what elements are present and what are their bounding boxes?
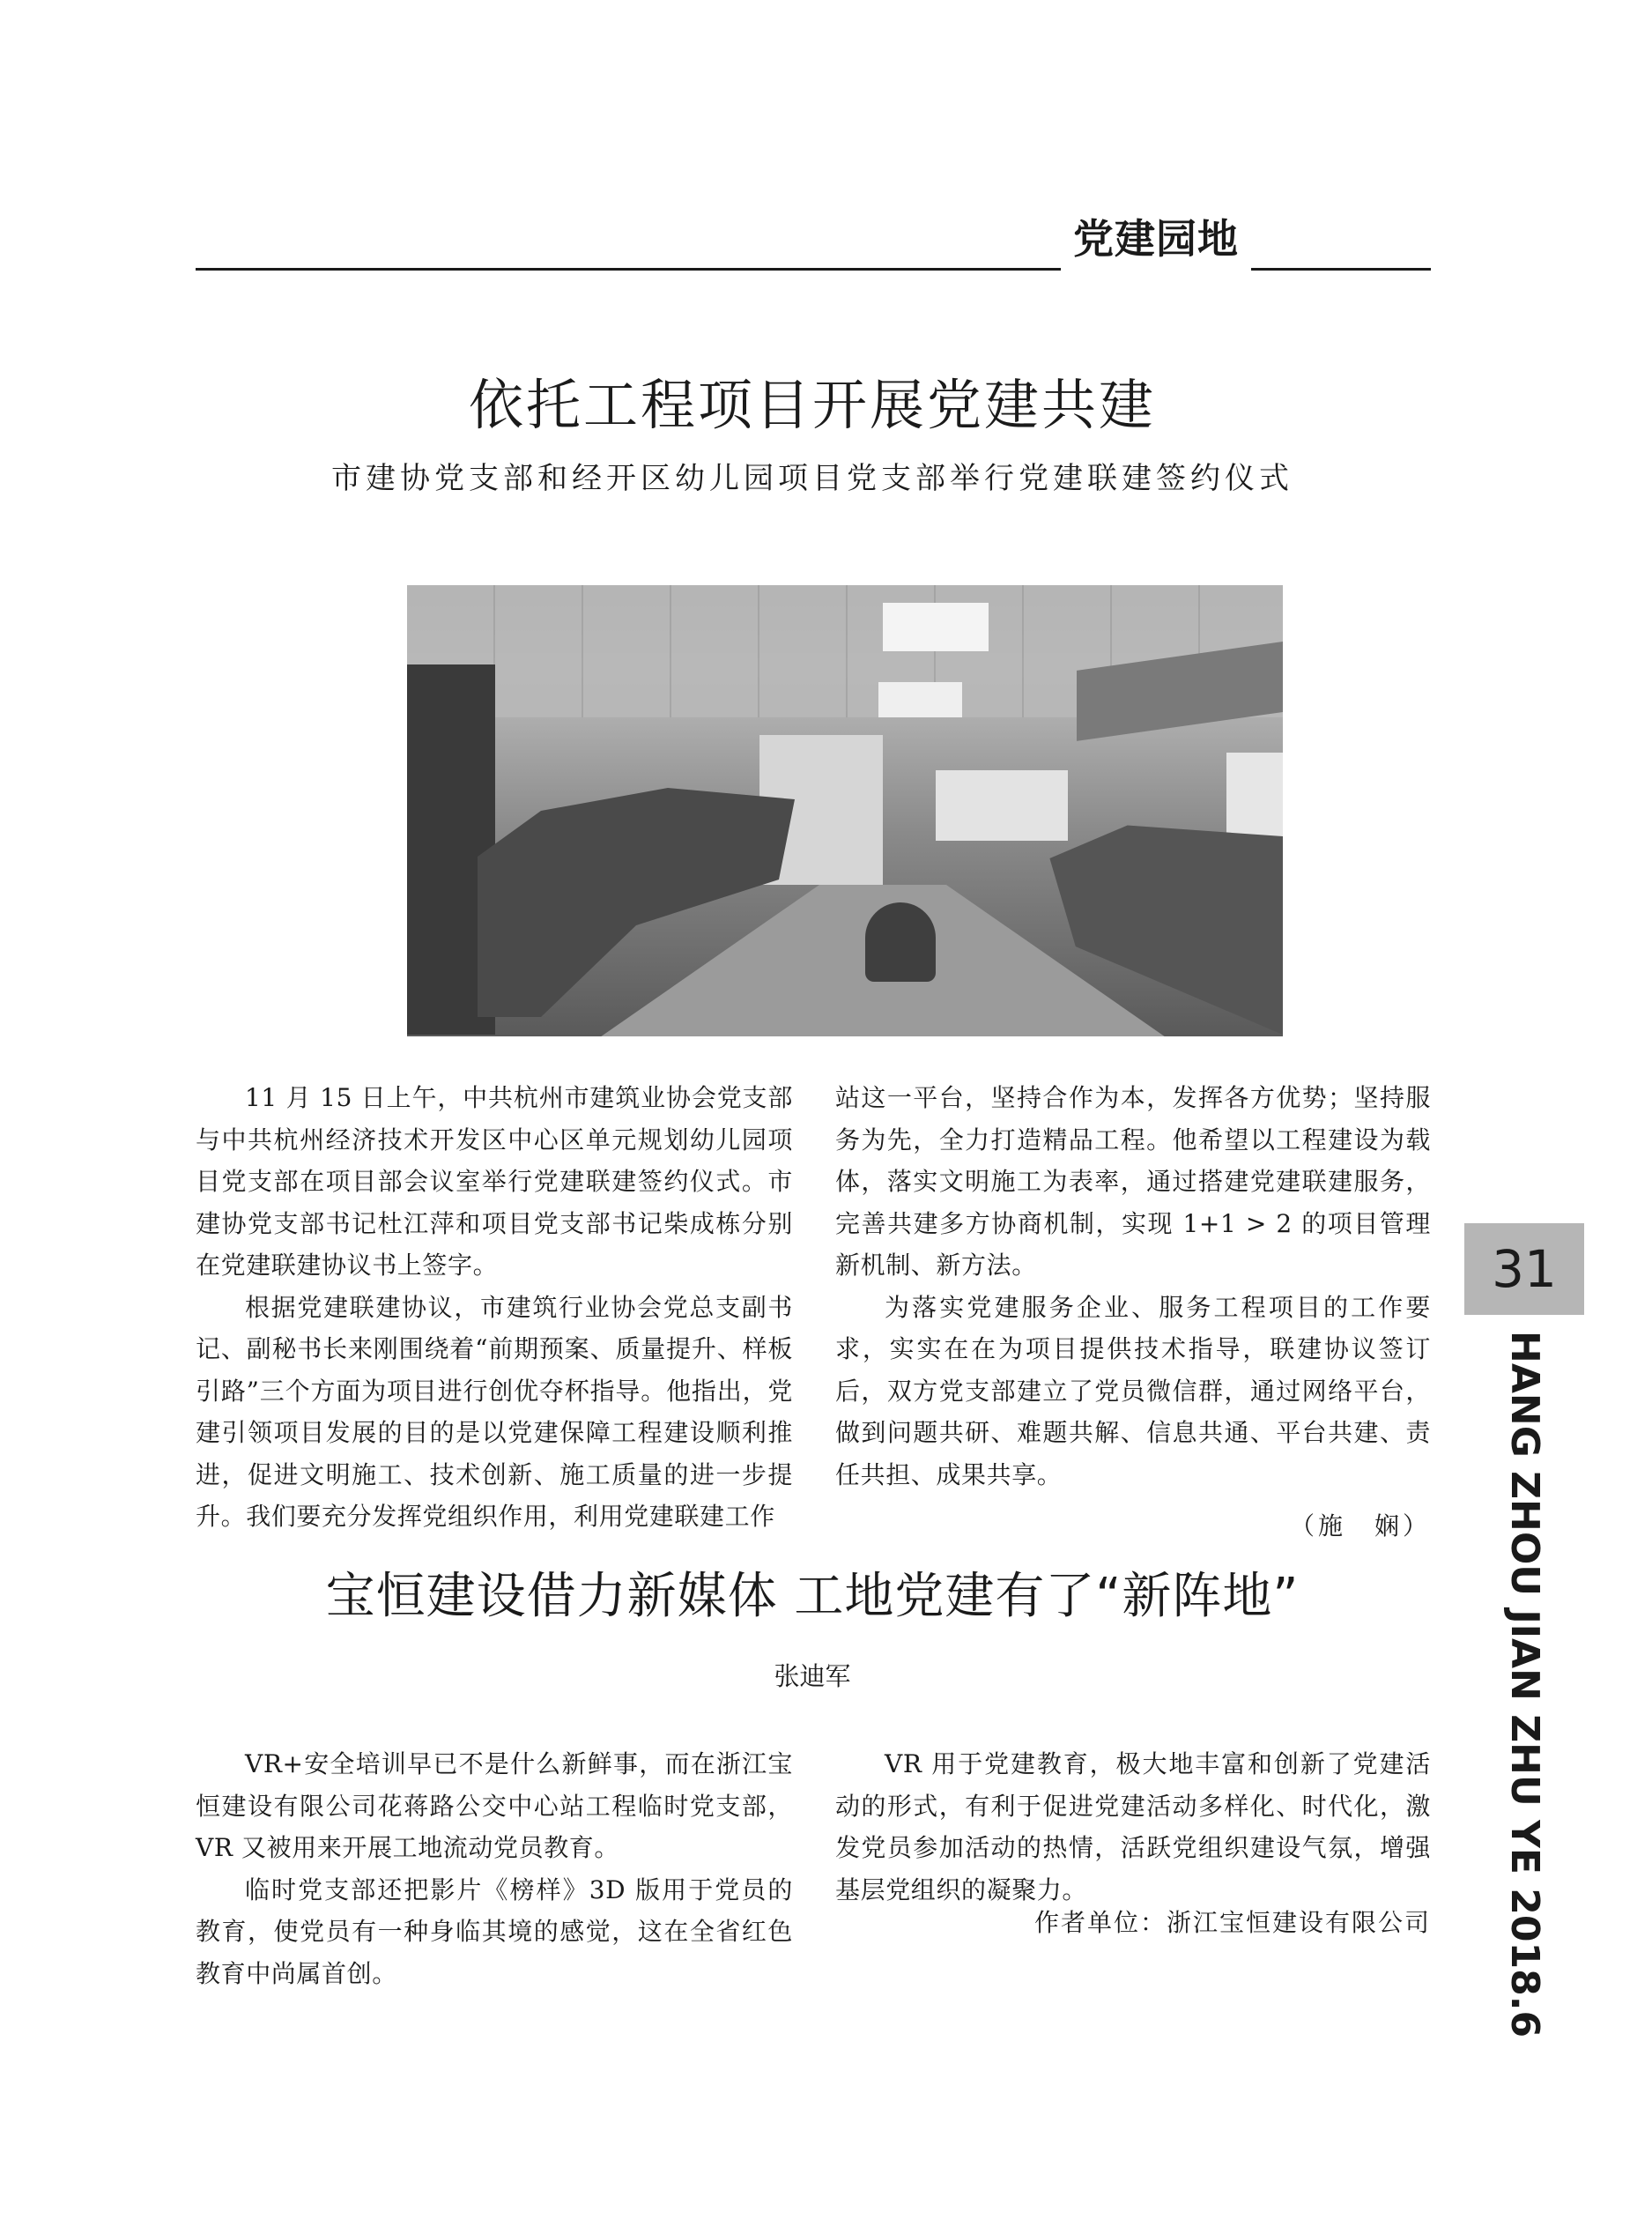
article1-paragraph: 为落实党建服务企业、服务工程项目的工作要求，实实在在为项目提供技术指导，联建协议签订后，双方党支部建立了党员微信群，通过网络平台，做到问题共研、难题共解、信息共通、平台共建、责任共担、成果共享。	[835, 1292, 1431, 1489]
meeting-photo	[407, 585, 1283, 1036]
article2-paragraph: VR 用于党建教育，极大地丰富和创新了党建活动的形式，有利于促进党建活动多样化、时代化，激发党员参加活动的热情，活跃党组织建设气氛，增强基层党组织的凝聚力。	[835, 1749, 1431, 1904]
article2-author: 张迪军	[774, 1661, 851, 1691]
article1-signature: （施 娴）	[1289, 1511, 1431, 1540]
article1-column-1	[196, 1077, 793, 1538]
article2-paragraph: 临时党支部还把影片《榜样》3D 版用于党员的教育，使党员有一种身临其境的感觉，这在全省红色教育中尚属首创。	[196, 1874, 793, 1988]
section-title: 党建园地	[1073, 215, 1239, 263]
article1-column-2	[835, 1077, 1431, 1496]
article2-column-2	[835, 1743, 1431, 1911]
page-number: 31	[1492, 1239, 1557, 1299]
article1-title: 依托工程项目开展党建共建	[468, 373, 1156, 437]
journal-name-vertical: HANG ZHOU JIAN ZHU YE 2018.6	[1502, 1331, 1547, 2038]
article1-subtitle: 市建协党支部和经开区幼儿园项目党支部举行党建联建签约仪式	[331, 461, 1293, 496]
header-rule-right	[1251, 268, 1431, 271]
article2-title: 宝恒建设借力新媒体 工地党建有了“新阵地”	[325, 1568, 1300, 1625]
article2-paragraph: VR+安全培训早已不是什么新鲜事，而在浙江宝恒建设有限公司花蒋路公交中心站工程临时党支部，VR 又被用来开展工地流动党员教育。	[196, 1749, 793, 1862]
article1-paragraph: 根据党建联建协议，市建筑行业协会党总支副书记、副秘书长来刚围绕着“前期预案、质量提升、样板引路”三个方面为项目进行创优夺杯指导。他指出，党建引领项目发展的目的是以党建保障工程建设顺利推进，促进文明施工、技术创新、施工质量的进一步提升。我们要充分发挥党组织作用，利用党建联建工作	[196, 1292, 793, 1531]
article1-paragraph: 站这一平台，坚持合作为本，发挥各方优势；坚持服务为先，全力打造精品工程。他希望以工程建设为载体，落实文明施工为表率，通过搭建党建联建服务，完善共建多方协商机制，实现 1+1 > 2 的项目管理新机制、新方法。	[835, 1083, 1431, 1280]
article2-column-1	[196, 1743, 793, 1994]
header-rule-left	[196, 268, 1061, 271]
article1-paragraph: 11 月 15 日上午，中共杭州市建筑业协会党支部与中共杭州经济技术开发区中心区单元规划幼儿园项目党支部在项目部会议室举行党建联建签约仪式。市建协党支部书记杜江萍和项目党支部书记柴成栋分别在党建联建协议书上签字。	[196, 1083, 793, 1280]
article2-author-unit: 作者单位：浙江宝恒建设有限公司	[1033, 1908, 1431, 1937]
